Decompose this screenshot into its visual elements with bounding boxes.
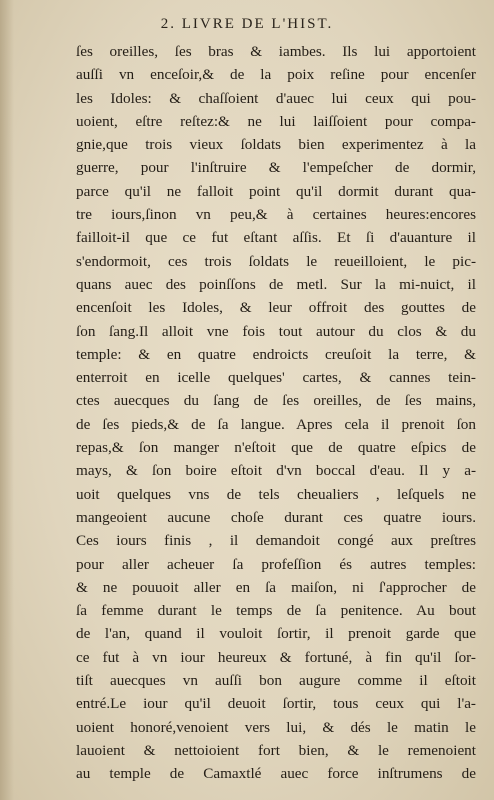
- text-line: au temple de Camaxtlé auec force inſtrumens de: [76, 765, 476, 783]
- text-line: uoient, eſtre reſtez:& ne lui laiſſoient pour compa-: [76, 112, 476, 130]
- running-header: 2. LIVRE DE L'HIST.: [160, 16, 334, 32]
- text-line: & ne pouuoit aller en ſa maiſon, ni ſ'approcher de: [76, 578, 476, 596]
- text-line: s'endormoit, ces trois ſoldats le reueilloient, le pic-: [76, 252, 476, 270]
- text-line: de l'an, quand il vouloit ſortir, il prenoit garde que: [76, 625, 476, 643]
- text-line: les Idoles: & chaſſoient d'auec lui ceux qui pou-: [76, 89, 476, 107]
- text-line: quans auec des poinſſons de metl. Sur la mi-nuict, il: [76, 275, 476, 293]
- text-line: guerre, pour l'inſtruire & l'empeſcher de dormir,: [76, 159, 476, 177]
- text-line: ſa femme durant le temps de ſa penitence. Au bout: [76, 602, 476, 620]
- text-line: lauoient & nettoioient fort bien, & le remenoient: [76, 741, 476, 759]
- text-line: mays, & ſon boire eſtoit d'vn boccal d'eau. Il y a-: [76, 462, 476, 480]
- text-line: ce fut à vn iour heureux & fortuné, à fin qu'il ſor-: [76, 648, 476, 666]
- text-line: de ſes pieds,& de ſa langue. Apres cela il prenoit ſon: [76, 415, 476, 433]
- text-line: pour aller acheuer ſa profeſſion és autres temples:: [76, 555, 476, 573]
- text-line: failloit-il que ce fut eſtant aſſis. Et ſi d'auanture il: [76, 229, 476, 247]
- text-line: auſſi vn enceſoir,& de la poix reſine pour encenſer: [76, 66, 476, 84]
- text-line: tiſt auecques vn auſſi bon augure comme il eſtoit: [76, 672, 476, 690]
- text-line: Ces iours finis , il demandoit congé aux preſtres: [76, 532, 476, 550]
- text-line: ſon ſang.Il alloit vne fois tout autour du clos & du: [76, 322, 476, 340]
- body-text: [76, 40, 476, 786]
- text-line: entré.Le iour qu'il deuoit ſortir, tous ceux qui l'a-: [76, 695, 476, 713]
- text-line: mangeoient aucune choſe durant ces quatre iours.: [76, 508, 476, 526]
- text-line: gnie,que trois vieux ſoldats bien experimentez à la: [76, 136, 476, 154]
- text-line: uoit quelques vns de tels cheualiers , leſquels ne: [76, 485, 476, 503]
- text-line: ſes oreilles, ſes bras & iambes. Ils lui apportoient: [76, 43, 476, 60]
- text-line: enterroit en icelle quelques' cartes, & cannes tein-: [76, 369, 476, 387]
- text-line: tre iours,ſinon vn peu,& à certaines heures:encores: [76, 206, 476, 224]
- text-line: encenſoit les Idoles, & leur offroit des gouttes de: [76, 299, 476, 317]
- text-line: parce qu'il ne falloit point qu'il dormit durant qua-: [76, 182, 476, 200]
- text-line: ctes auecques du ſang de ſes oreilles, de ſes mains,: [76, 392, 476, 410]
- text-line: uoient honoré,venoient vers lui, & dés le matin le: [76, 718, 476, 736]
- page-gutter-shadow: [0, 0, 14, 800]
- text-line: repas,& ſon manger n'eſtoit que de quatre eſpics de: [76, 439, 476, 457]
- text-line: temple: & en quatre endroicts creuſoit la terre, &: [76, 345, 476, 363]
